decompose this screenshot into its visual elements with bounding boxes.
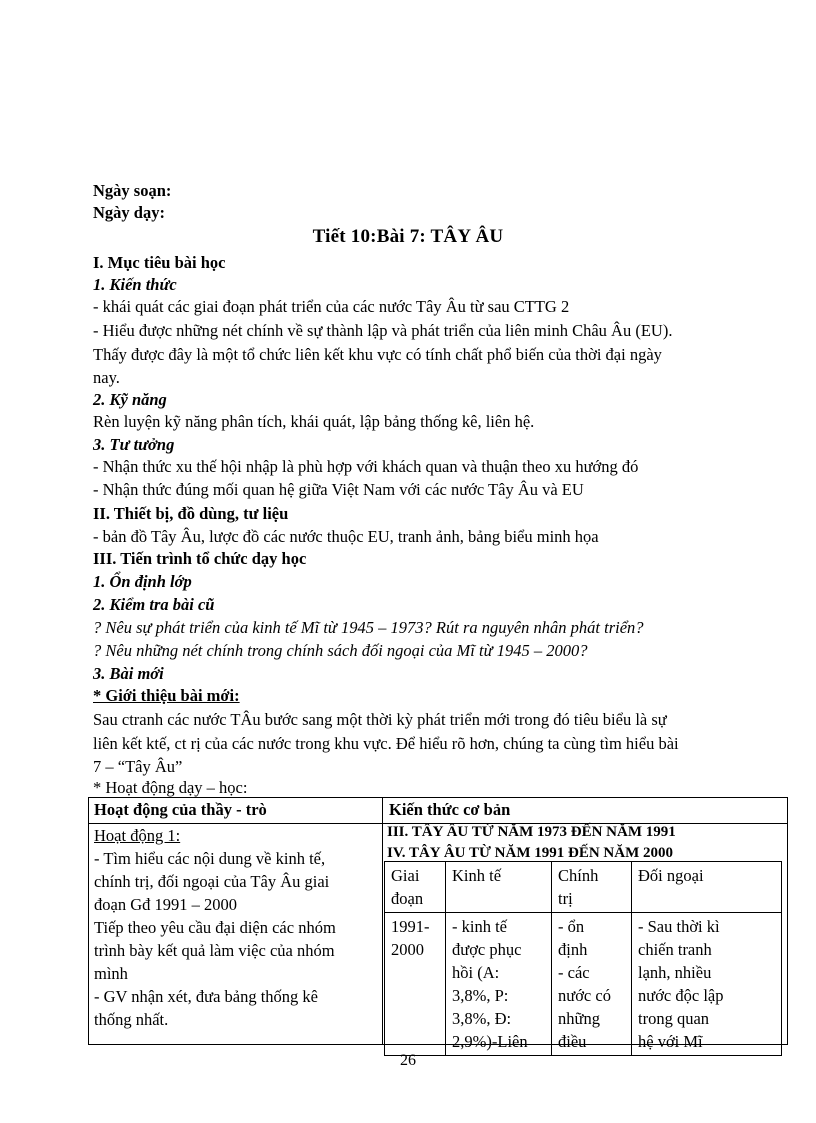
intro-line: liên kết ktế, ct rị của các nước trong khu vực. Để hiểu rõ hơn, chúng ta cùng tìm hiểu bài: [93, 734, 679, 753]
knowledge-line: - khái quát các giai đoạn phát triển của các nước Tây Âu từ sau CTTG 2: [93, 297, 570, 316]
equipment-line: - bản đồ Tây Âu, lược đồ các nước thuộc EU, tranh ảnh, bảng biểu minh họa: [93, 527, 599, 546]
header-politics: Chính trị: [552, 862, 632, 913]
activity-line: Tiếp theo yêu cầu đại diện các nhóm: [94, 918, 336, 937]
cell-period: 1991- 2000: [385, 913, 446, 1056]
header-foreign-policy: Đối ngoại: [632, 862, 782, 913]
knowledge-heading: IV. TÂY ÂU TỪ NĂM 1991 ĐẾN NĂM 2000: [387, 845, 673, 861]
cell-politics: - ổn định - các nước có những điều: [552, 913, 632, 1056]
intro-line: 7 – “Tây Âu”: [93, 757, 183, 776]
cell-economy: - kinh tế được phục hồi (A: 3,8%, P: 3,8%, Đ: 2,9%)-Liên: [446, 913, 552, 1056]
knowledge-line: - Hiểu được những nét chính về sự thành lập và phát triển của liên minh Châu Âu (EU).: [93, 321, 673, 340]
intro-heading: * Giới thiệu bài mới:: [93, 686, 240, 705]
subsection-class-setup: 1. Ổn định lớp: [93, 572, 192, 591]
activity-line: trình bày kết quả làm việc của nhóm: [94, 941, 335, 960]
subsection-knowledge: 1. Kiến thức: [93, 275, 177, 294]
activity-line: - GV nhận xét, đưa bảng thống kê: [94, 987, 319, 1006]
subsection-new-lesson: 3. Bài mới: [93, 664, 164, 683]
section-objectives: I. Mục tiêu bài học: [93, 253, 226, 272]
intro-line: Sau ctranh các nước TÂu bước sang một thời kỳ phát triển mới trong đó tiêu biểu là sự: [93, 710, 667, 729]
knowledge-line: Thấy được đây là một tổ chức liên kết khu vực có tính chất phổ biến của thời đại ngày: [93, 345, 662, 364]
page-number: 26: [400, 1052, 416, 1069]
date-prepared: Ngày soạn:: [93, 181, 172, 200]
knowledge-heading: III. TÂY ÂU TỪ NĂM 1973 ĐẾN NĂM 1991: [387, 824, 676, 840]
subsection-attitude: 3. Tư tưởng: [93, 435, 175, 454]
activity-line: - Tìm hiểu các nội dung về kinh tế,: [94, 849, 326, 868]
page-title: Tiết 10:Bài 7: TÂY ÂU: [312, 226, 504, 247]
activity-line: đoạn Gđ 1991 – 2000: [94, 895, 237, 914]
header-period: Giai đoạn: [385, 862, 446, 913]
cell-foreign-policy: - Sau thời kì chiến tranh lạnh, nhiều nước độc lập trong quan hệ với Mĩ: [632, 913, 782, 1056]
activity-line: mình: [94, 964, 128, 983]
statistics-header-row: [385, 862, 782, 913]
column-divider: [382, 798, 383, 1044]
attitude-line: - Nhận thức xu thế hội nhập là phù hợp với khách quan và thuận theo xu hướng đó: [93, 457, 639, 476]
activity-label: Hoạt động 1:: [94, 826, 181, 845]
review-question: ? Nêu sự phát triển của kinh tế Mĩ từ 1945 – 1973? Rút ra nguyên nhân phát triển?: [93, 618, 644, 637]
section-procedure: III. Tiến trình tổ chức dạy học: [93, 549, 307, 568]
activity-line: chính trị, đối ngoại của Tây Âu giai: [94, 872, 330, 891]
col1-header: Hoạt động của thầy - trò: [94, 800, 267, 819]
knowledge-line: nay.: [93, 368, 120, 387]
section-equipment: II. Thiết bị, đồ dùng, tư liệu: [93, 504, 289, 523]
activity-line: thống nhất.: [94, 1010, 169, 1029]
skills-line: Rèn luyện kỹ năng phân tích, khái quát, lập bảng thống kê, liên hệ.: [93, 412, 535, 431]
subsection-review: 2. Kiểm tra bài cũ: [93, 595, 215, 614]
statistics-table: [384, 861, 782, 1056]
header-economy: Kinh tế: [446, 862, 552, 913]
col2-header: Kiến thức cơ bản: [389, 800, 511, 819]
activity-heading: * Hoạt động dạy – học:: [93, 778, 248, 797]
table-row: [385, 913, 782, 1056]
review-question: ? Nêu những nét chính trong chính sách đối ngoại của Mĩ từ 1945 – 2000?: [93, 641, 588, 660]
subsection-skills: 2. Kỹ năng: [93, 390, 167, 409]
attitude-line: - Nhận thức đúng mối quan hệ giữa Việt Nam với các nước Tây Âu và EU: [93, 480, 584, 499]
date-taught: Ngày dạy:: [93, 203, 165, 222]
